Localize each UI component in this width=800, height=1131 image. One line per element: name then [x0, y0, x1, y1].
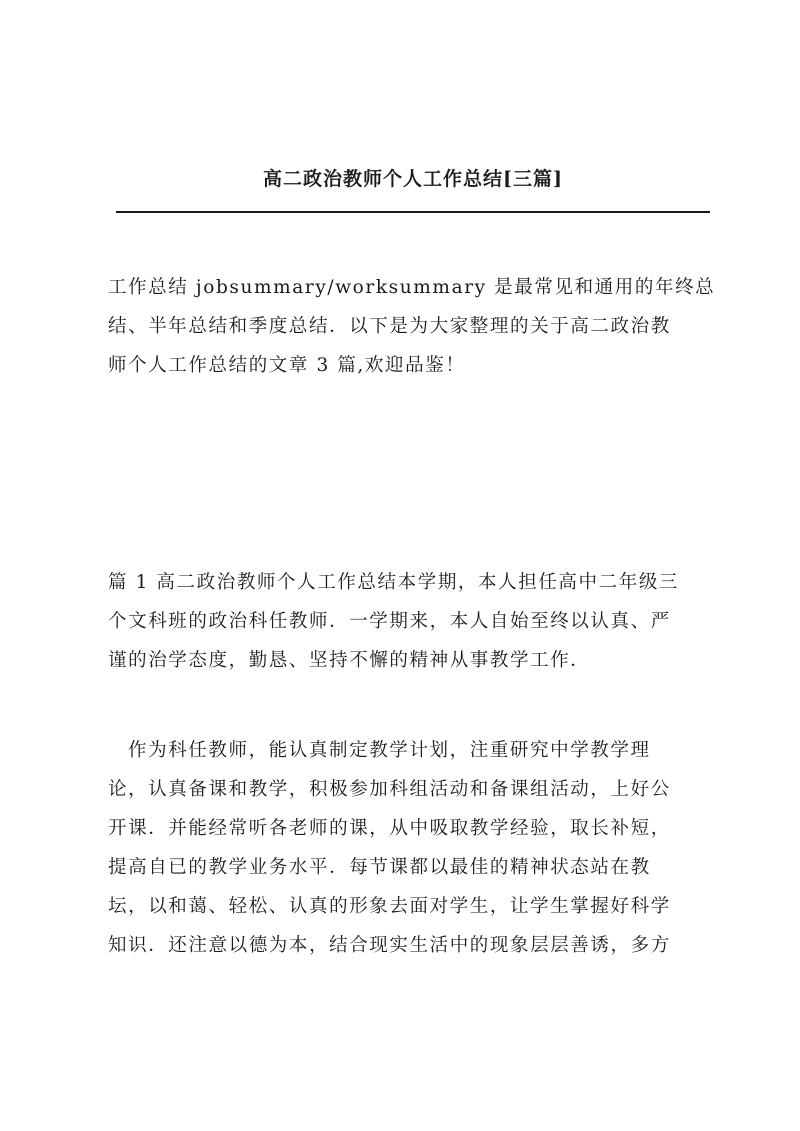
paragraph-line: 篇 1 高二政治教师个人工作总结本学期，本人担任高中二年级三: [108, 572, 680, 593]
paragraph-line: 开课．并能经常听各老师的课，从中吸取教学经验，取长补短，: [108, 818, 671, 839]
paragraph-line: 工作总结 jobsummary/worksummary 是最常见和通用的年终总: [108, 277, 716, 298]
paragraph-line: 师个人工作总结的文章 3 篇,欢迎品鉴！: [108, 355, 466, 376]
intro-paragraph: [108, 268, 716, 385]
paragraph-line: 个文科班的政治科任教师．一学期来，本人自始至终以认真、严: [108, 611, 671, 632]
section-1-paragraph: [108, 563, 708, 680]
paragraph-line: 坛，以和蔼、轻松、认真的形象去面对学生，让学生掌握好科学: [108, 896, 671, 917]
paragraph-line: 作为科任教师，能认真制定教学计划，注重研究中学教学理: [128, 740, 651, 761]
paragraph-line: 结、半年总结和季度总结．以下是为大家整理的关于高二政治教: [108, 316, 671, 337]
paragraph-line: 提高自已的教学业务水平．每节课都以最佳的精神状态站在教: [108, 857, 651, 878]
paragraph-line: 知识．还注意以德为本，结合现实生活中的现象层层善诱，多方: [108, 935, 671, 956]
paragraph-line: 谨的治学态度，勤恳、坚持不懈的精神从事教学工作．: [108, 650, 591, 671]
title-underline: [116, 211, 710, 213]
teaching-paragraph: [108, 731, 708, 965]
document-title: 高二政治教师个人工作总结[三篇]: [263, 168, 563, 190]
paragraph-line: 论，认真备课和教学，积极参加科组活动和备课组活动，上好公: [108, 779, 671, 800]
